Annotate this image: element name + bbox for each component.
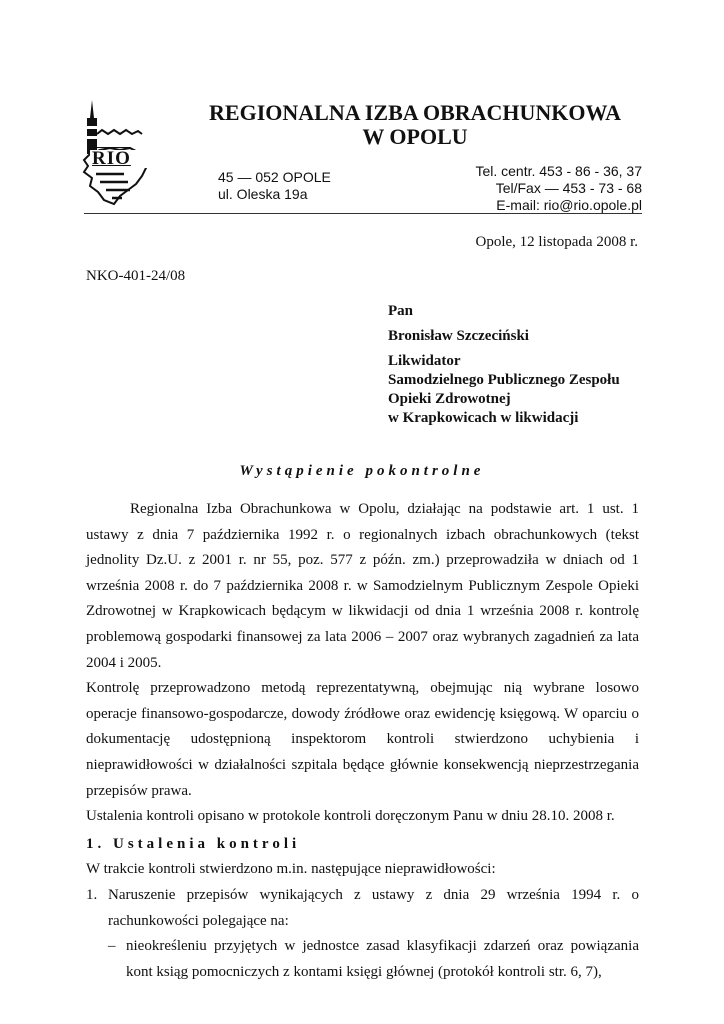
list-item: [86, 883, 639, 934]
header-divider: [84, 213, 642, 214]
sub-list-item: [86, 934, 639, 985]
recipient-salutation: Pan: [388, 303, 414, 319]
contact-block: [475, 163, 642, 214]
address-block: [218, 169, 331, 203]
list-item-text: Naruszenie przepisów wynikających z ustawy z dnia 29 września 1994 r. o rachunkowości polegające na:: [108, 886, 639, 929]
contact-fax: Tel/Fax — 453 - 73 - 68: [495, 180, 642, 196]
recipient-role: Likwidator: [388, 353, 461, 369]
address-postal: 45 — 052 OPOLE: [218, 169, 331, 185]
document-subject: Wystąpienie pokontrolne: [239, 463, 485, 479]
paragraph-2: Kontrolę przeprowadzono metodą reprezentatywną, obejmując nią wybrane losowo operacje finansowo-gospodarcze, dowody źródłowe oraz ewidencję księgową. W oparciu o dokumentację udostępnioną inspektorom kontroli stwierdzono uchybienia i nieprawidłowości w działalności szpitala będące głównie konsekwencją nieprzestrzegania przepisów prawa.: [86, 680, 639, 799]
letter-date: Opole, 12 listopada 2008 r.: [475, 234, 638, 250]
contact-phone: Tel. centr. 453 - 86 - 36, 37: [475, 163, 642, 179]
recipient-org-line3: w Krapkowicach w likwidacji: [388, 410, 579, 426]
sub-list-item-text: nieokreśleniu przyjętych w jednostce zasad klasyfikacji zdarzeń oraz powiązania kont ksiąg pomocniczych z kontami księgi głównej (protokół kontroli str. 6, 7),: [126, 938, 639, 980]
address-street: ul. Oleska 19a: [218, 186, 308, 202]
section-heading: 1. Ustalenia kontroli: [86, 835, 301, 852]
dash-bullet: –: [108, 938, 116, 955]
institution-title-line2: W OPOLU: [362, 124, 468, 149]
recipient-org-line1: Samodzielnego Publicznego Zespołu: [388, 372, 620, 388]
rio-logo: [80, 100, 150, 208]
paragraph-1: Regionalna Izba Obrachunkowa w Opolu, działając na podstawie art. 1 ust. 1 ustawy z dnia 7 października 1992 r. o regionalnych izbach obrachunkowych (tekst jednolity Dz.U. z 2001 r. nr 55, poz. 577 z późn. zm.) przeprowadziła w dniach od 1 września 2008 r. do 7 października 2008 r. w Samodzielnym Publicznym Zespole Opieki Zdrowotnej w Krapkowicach będącym w likwidacji od dnia 1 września 2008 r. kontrolę problemową gospodarki finansowej za lata 2006 – 2007 oraz wybranych zagadnień za lata 2004 i 2005.: [86, 501, 639, 671]
reference-number: NKO-401-24/08: [86, 268, 186, 284]
section-intro: W trakcie kontroli stwierdzono m.in. następujące nieprawidłowości:: [86, 861, 496, 878]
institution-title-line1: REGIONALNA IZBA OBRACHUNKOWA: [209, 100, 621, 125]
recipient-address: [388, 352, 620, 428]
paragraph-3: Ustalenia kontroli opisano w protokole kontroli doręczonym Panu w dniu 28.10. 2008 r.: [86, 808, 615, 825]
contact-email: E-mail: rio@rio.opole.pl: [496, 197, 642, 213]
recipient-name: Bronisław Szczeciński: [388, 328, 529, 344]
letter-body: [86, 497, 639, 985]
recipient-org-line2: Opieki Zdrowotnej: [388, 391, 511, 407]
logo-text: RIO: [92, 148, 131, 169]
list-item-number: 1.: [86, 886, 98, 903]
